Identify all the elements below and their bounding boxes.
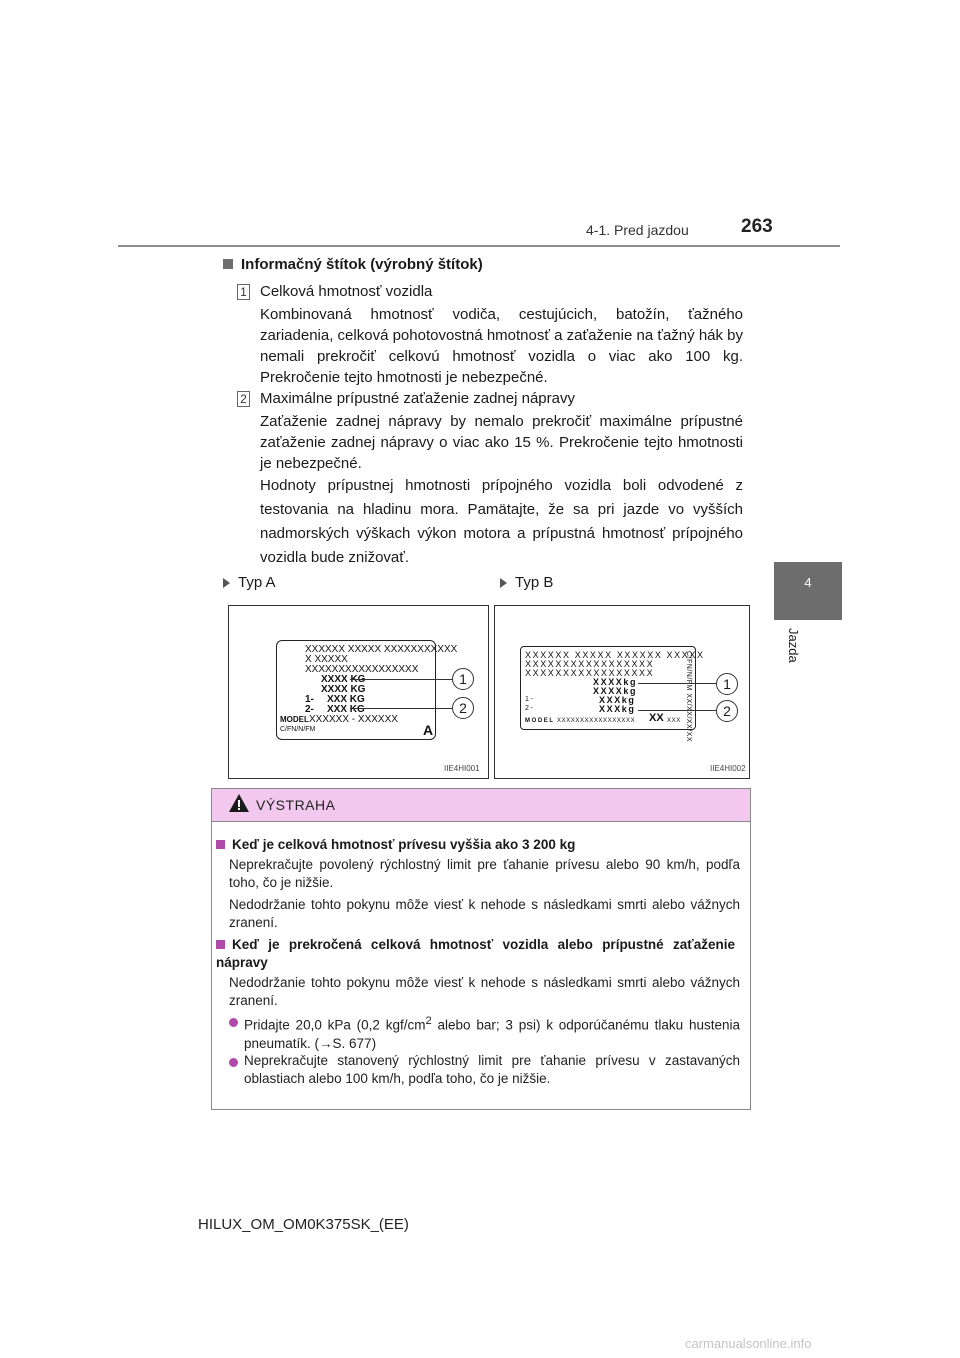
- callout-2: 2: [716, 700, 738, 722]
- watermark: carmanualsonline.info: [685, 1336, 812, 1351]
- callout-leader: [638, 683, 716, 684]
- chapter-tab: [774, 562, 842, 620]
- plate-line: A: [423, 722, 434, 738]
- callout-leader: [638, 710, 716, 711]
- plate-line: X XXXXX: [305, 654, 348, 665]
- plate-line: XXX KG: [327, 704, 365, 715]
- item-text-2: Zaťaženie zadnej nápravy by nemalo prekročiť maximálne prípustné zaťaženie zadnej nápravy o viac ako 15 %. Prekročenie tejto hmotnosti je nebezpečné.: [260, 413, 743, 472]
- round-bullet-icon: [229, 1058, 238, 1067]
- warning-triangle-icon: [228, 793, 250, 813]
- trailer-weight-paragraph: Hodnoty prípustnej hmotnosti prípojného vozidla boli odvodené z testovania na hladinu mora. Pamätajte, že sa pri jazde vo vyšších nadmorských výškach výkon motora a prípustná hmotnosť prípojného vozidla bude znižovať.: [260, 477, 743, 566]
- item-title-1: Celková hmotnosť vozidla: [260, 283, 433, 300]
- plate-line: XXXXXX XXXXX XXXXXXXXXXX: [305, 644, 458, 655]
- chapter-number: 4: [804, 575, 812, 590]
- warning-bullet: Neprekračujte stanovený rýchlostný limit pre ťahanie prívesu v zastavaných oblastiach alebo 100 km/h, podľa toho, čo je nižšie.: [244, 1053, 740, 1086]
- callout-leader: [350, 679, 452, 680]
- square-bullet-icon: [223, 259, 233, 269]
- footer-document-code: HILUX_OM_OM0K375SK_(EE): [198, 1216, 409, 1233]
- chapter-label: Jazda: [786, 628, 801, 663]
- callout-leader: [350, 708, 452, 709]
- warning-heading-1: Keď je celková hmotnosť prívesu vyššia ako 3 200 kg: [216, 836, 735, 854]
- warning-bullet: Pridajte 20,0 kPa (0,2 kgf/$cm^2$ alebo bar; 3 psi) k odporúčanému tlaku hustenia pneumatík. (→S. 677): [244, 1015, 740, 1051]
- warning-heading-2: Keď je prekročená celková hmotnosť vozidla alebo prípustné zaťaženie nápravy: [216, 937, 735, 970]
- label-plate-a: [276, 640, 458, 740]
- plate-line: XXX: [667, 718, 681, 724]
- plate-line: 2-: [525, 705, 535, 712]
- plate-line: XXXX KG: [321, 684, 366, 695]
- round-bullet-icon: [229, 1018, 238, 1027]
- header-rule: [118, 245, 840, 247]
- figure-caption-b: IIE4HI002: [710, 764, 746, 773]
- plate-line: XX: [649, 712, 664, 724]
- plate-line: MODEL: [280, 715, 309, 724]
- page-number: 263: [741, 216, 773, 237]
- plate-line: XXX KG: [327, 694, 365, 705]
- type-a-label: Typ A: [223, 574, 276, 591]
- callout-1: 1: [452, 668, 474, 690]
- section-title: Informačný štítok (výrobný štítok): [223, 256, 483, 273]
- label-plate-b: [520, 646, 705, 743]
- warning-paragraph: Nedodržanie tohto pokynu môže viesť k nehode s následkami smrti alebo vážnych zranení.: [229, 975, 740, 1008]
- plate-line: XXXXXXXXXXXXXXXXX: [525, 668, 655, 678]
- item-title-2: Maximálne prípustné zaťaženie zadnej nápravy: [260, 390, 575, 407]
- warning-paragraph: Neprekračujte povolený rýchlostný limit pre ťahanie prívesu alebo 90 km/h, podľa toho, čo je nižšie.: [229, 857, 740, 890]
- header-section-title: 4-1. Pred jazdou: [586, 222, 689, 238]
- plate-line: 1-: [305, 694, 314, 705]
- plate-line: XXXXXXXXXXXXXXXXX: [557, 718, 636, 724]
- plate-line: XXXkg: [599, 704, 636, 714]
- plate-line: XXXX KG: [321, 674, 366, 685]
- callout-2: 2: [452, 697, 474, 719]
- plate-line: XXXXXXXXXXXXXXXXX: [525, 659, 655, 669]
- item-text-1: Kombinovaná hmotnosť vodiča, cestujúcich, batožín, ťažného zariadenia, celková pohotovostná hmotnosť a zaťaženie na ťažný hák by nemali prekročiť celkovú hmotnosť vozidla o viac ako 100 kg. Prekročenie tejto hmotnosti je nebezpečné.: [260, 306, 744, 386]
- plate-line: XXXXkg: [593, 677, 638, 687]
- plate-line: XXXXXX - XXXXXX: [309, 714, 398, 725]
- item-number-1: 1: [237, 284, 250, 300]
- plate-line: 1-: [525, 696, 535, 703]
- item-number-2: 2: [237, 391, 250, 407]
- square-bullet-icon: [216, 940, 225, 949]
- triangle-bullet-icon: [500, 578, 507, 588]
- plate-line: XXXXXX XXXXX XXXXXX XXXXX: [525, 650, 705, 660]
- triangle-bullet-icon: [223, 578, 230, 588]
- plate-line: XXXkg: [599, 695, 636, 705]
- plate-line: 2-: [305, 704, 314, 715]
- figure-caption-a: IIE4HI001: [444, 764, 480, 773]
- plate-line: XXXXkg: [593, 686, 638, 696]
- plate-line: C/FN/N/FM XX/XX/XX/XX: [685, 651, 692, 743]
- warning-title: VÝSTRAHA: [256, 797, 336, 813]
- callout-1: 1: [716, 673, 738, 695]
- plate-line: MODEL: [525, 718, 555, 724]
- plate-line: C/FN/N/FM: [280, 726, 316, 733]
- warning-paragraph: Nedodržanie tohto pokynu môže viesť k nehode s následkami smrti alebo vážnych zranení.: [229, 897, 740, 930]
- square-bullet-icon: [216, 840, 225, 849]
- plate-line: XXXXXXXXXXXXXXXXX: [305, 664, 419, 675]
- type-b-label: Typ B: [500, 574, 553, 591]
